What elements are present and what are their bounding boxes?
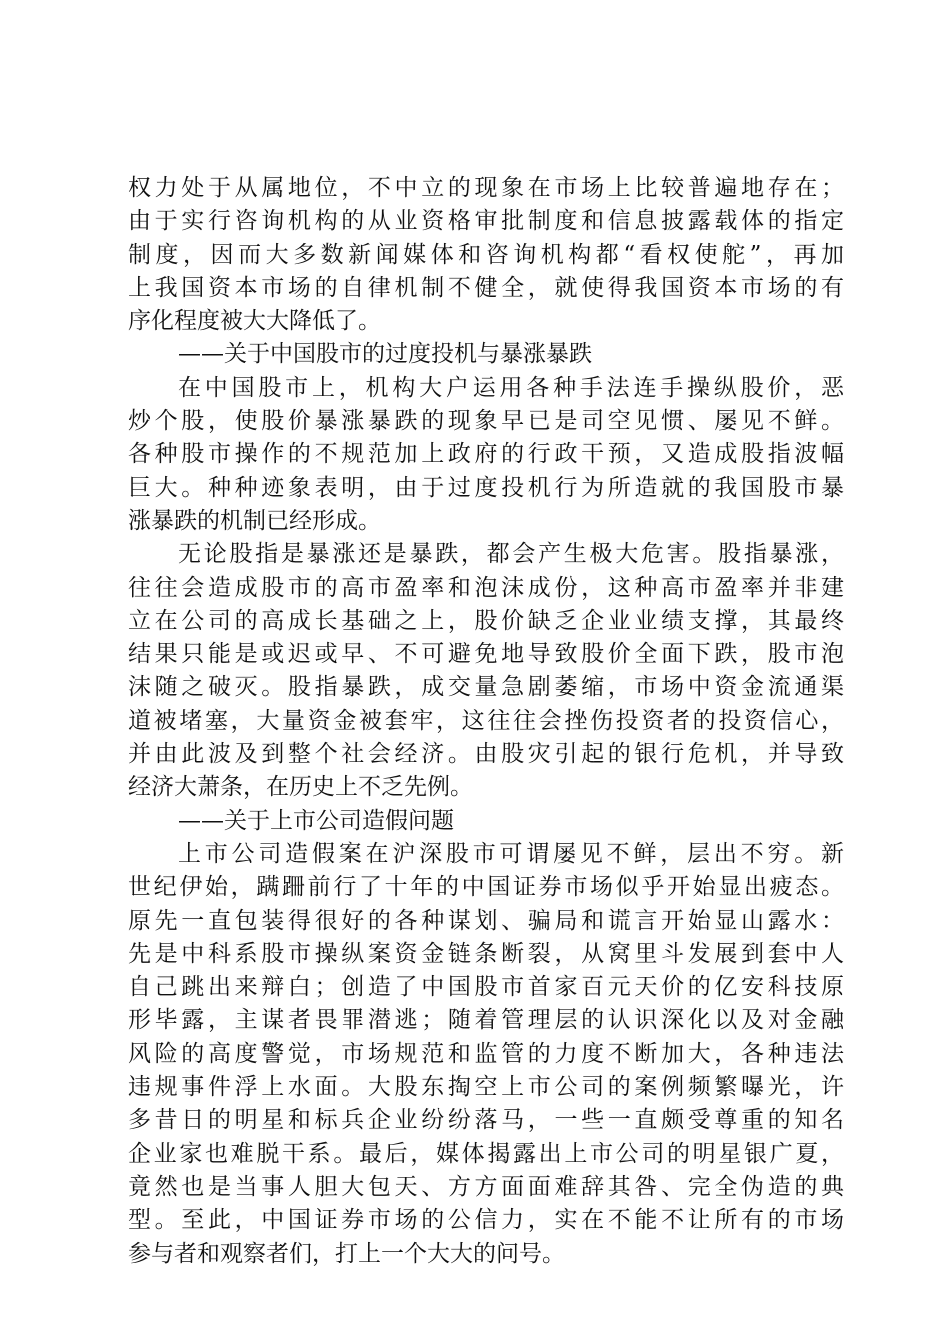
text-line: 违规事件浮上水面。大股东掏空上市公司的案例频繁曝光，许 <box>128 1074 844 1101</box>
text-line: 原先一直包装得很好的各种谋划、骗局和谎言开始显山露水： <box>128 907 844 934</box>
text-line: 上我国资本市场的自律机制不健全，就使得我国资本市场的有 <box>128 274 844 301</box>
text-line: 炒个股，使股价暴涨暴跌的现象早已是司空见惯、屡见不鲜。 <box>128 408 844 435</box>
text-line: 多昔日的明星和标兵企业纷纷落马，一些一直颇受尊重的知名 <box>128 1107 844 1134</box>
text-line: 无论股指是暴涨还是暴跌，都会产生极大危害。股指暴涨， <box>178 541 844 568</box>
text-line: 竟然也是当事人胆大包天、方方面面难辞其咎、完全伪造的典 <box>128 1173 844 1200</box>
text-line: 立在公司的高成长基础之上，股价缺乏企业业绩支撑，其最终 <box>128 607 844 634</box>
text-line: 企业家也难脱干系。最后，媒体揭露出上市公司的明星银广夏， <box>128 1140 844 1167</box>
text-line: 序化程度被大大降低了。 <box>128 308 381 335</box>
section-heading: ——关于中国股市的过度投机与暴涨暴跌 <box>178 341 592 368</box>
text-line: 参与者和观察者们，打上一个大大的问号。 <box>128 1240 565 1267</box>
text-line: 自己跳出来辩白；创造了中国股市首家百元天价的亿安科技原 <box>128 974 844 1001</box>
text-line: 由于实行咨询机构的从业资格审批制度和信息披露载体的指定 <box>128 208 844 235</box>
text-line: 形毕露，主谋者畏罪潜逃；随着管理层的认识深化以及对金融 <box>128 1007 844 1034</box>
text-line: 风险的高度警觉，市场规范和监管的力度不断加大，各种违法 <box>128 1040 844 1067</box>
section-heading: ——关于上市公司造假问题 <box>178 807 454 834</box>
text-line: 在中国股市上，机构大户运用各种手法连手操纵股价，恶 <box>178 374 844 401</box>
text-line: 先是中科系股市操纵案资金链条断裂，从窝里斗发展到套中人 <box>128 940 844 967</box>
text-line: 道被堵塞，大量资金被套牢，这往往会挫伤投资者的投资信心， <box>128 707 844 734</box>
text-line: 经济大萧条，在历史上不乏先例。 <box>128 774 473 801</box>
text-line: 结果只能是或迟或早、不可避免地导致股价全面下跌，股市泡 <box>128 641 844 668</box>
text-line: 并由此波及到整个社会经济。由股灾引起的银行危机，并导致 <box>128 741 844 768</box>
body-text <box>128 172 844 1271</box>
text-line: 各种股市操作的不规范加上政府的行政干预，又造成股指波幅 <box>128 441 844 468</box>
text-line: 上市公司造假案在沪深股市可谓屡见不鲜，层出不穷。新 <box>178 840 844 867</box>
text-line: 沫随之破灭。股指暴跌，成交量急剧萎缩，市场中资金流通渠 <box>128 674 844 701</box>
text-line: 权力处于从属地位，不中立的现象在市场上比较普遍地存在； <box>128 175 844 201</box>
text-line: 巨大。种种迹象表明，由于过度投机行为所造就的我国股市暴 <box>128 474 844 501</box>
text-line: 型。至此，中国证券市场的公信力，实在不能不让所有的市场 <box>128 1207 844 1234</box>
text-line: 世纪伊始，蹒跚前行了十年的中国证券市场似乎开始显出疲态。 <box>128 874 844 901</box>
text-line: 涨暴跌的机制已经形成。 <box>128 507 381 534</box>
text-line: 往往会造成股市的高市盈率和泡沫成份，这种高市盈率并非建 <box>128 574 844 601</box>
text-line: 制度，因而大多数新闻媒体和咨询机构都“看权使舵”，再加 <box>128 241 844 268</box>
